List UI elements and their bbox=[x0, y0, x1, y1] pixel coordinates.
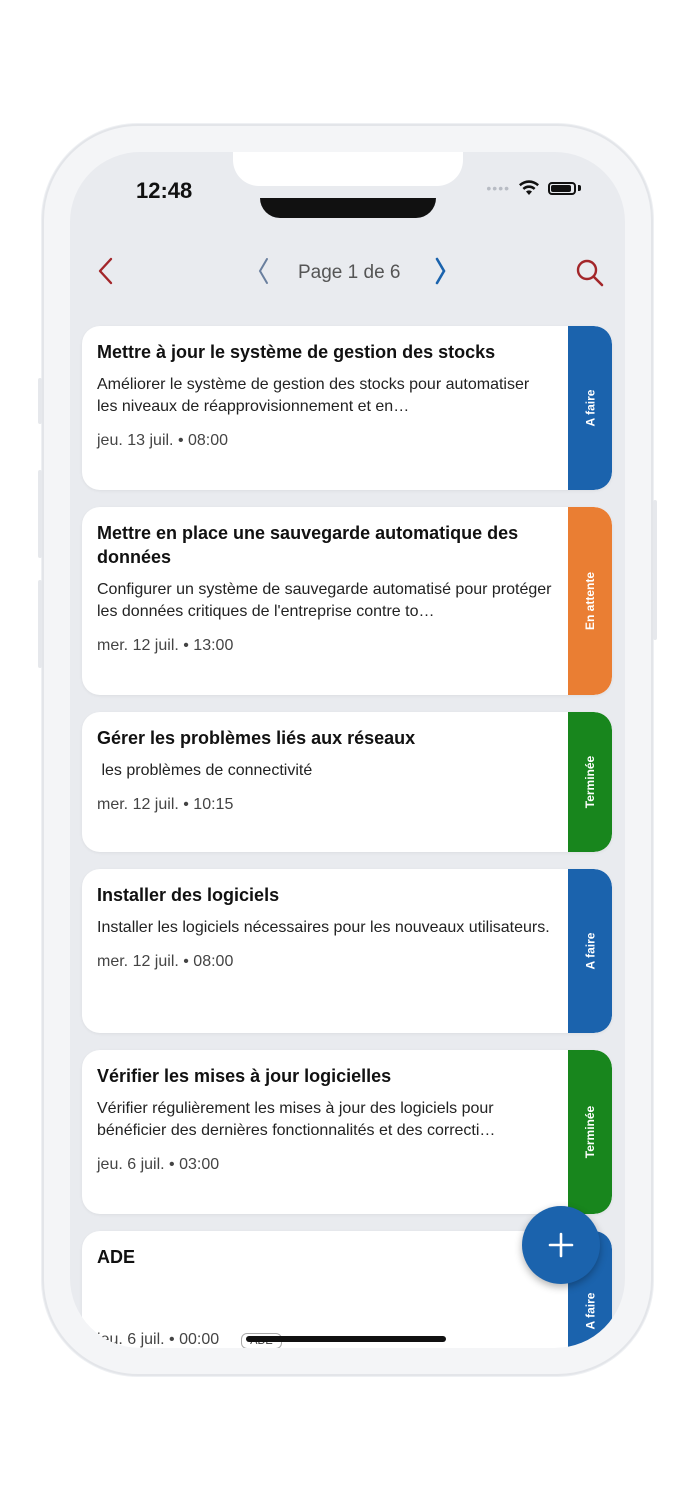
app-screen bbox=[70, 152, 625, 1348]
task-card[interactable] bbox=[82, 507, 612, 695]
status-label: En attente bbox=[583, 571, 598, 631]
task-description: les problèmes de connectivité bbox=[97, 762, 313, 779]
task-title: Mettre à jour le système de gestion des stocks bbox=[97, 342, 496, 362]
top-nav bbox=[70, 250, 625, 298]
task-card[interactable] bbox=[82, 1050, 612, 1214]
task-description: Vérifier régulièrement les mises à jour des logiciels pour bénéficier des dernières fonctionnalités et des correcti… bbox=[97, 1100, 496, 1139]
status-time: 12:48 bbox=[136, 178, 193, 203]
status-indicators bbox=[486, 180, 581, 196]
task-title: Vérifier les mises à jour logicielles bbox=[97, 1066, 392, 1086]
phone-power-button bbox=[653, 500, 657, 640]
task-list bbox=[82, 326, 612, 1348]
status-badge bbox=[568, 326, 612, 490]
status-label: A faire bbox=[583, 389, 597, 427]
signal-dots-icon: •••• bbox=[486, 180, 510, 196]
task-date: jeu. 13 juil. • 08:00 bbox=[97, 432, 229, 449]
task-date: mer. 12 juil. • 13:00 bbox=[97, 637, 234, 654]
phone-side-button bbox=[38, 580, 42, 668]
task-description: Installer les logiciels nécessaires pour les nouveaux utilisateurs. bbox=[97, 919, 550, 936]
previous-page-icon[interactable] bbox=[256, 256, 270, 294]
back-chevron-icon[interactable] bbox=[96, 256, 116, 294]
status-label: Terminée bbox=[583, 1105, 597, 1159]
status-label: A faire bbox=[583, 932, 597, 970]
search-icon[interactable] bbox=[575, 258, 605, 288]
page-indicator: Page 1 de 6 bbox=[298, 262, 401, 283]
task-card[interactable] bbox=[82, 712, 612, 852]
status-label: Terminée bbox=[583, 755, 597, 809]
plus-icon bbox=[548, 1232, 574, 1258]
task-date-text: jeu. 6 juil. • 00:00 bbox=[97, 1331, 220, 1348]
task-title: Mettre en place une sauvegarde automatique des données bbox=[97, 523, 519, 567]
task-description: Améliorer le système de gestion des stocks pour automatiser les niveaux de réapprovisionnement et en… bbox=[97, 376, 530, 415]
dynamic-island bbox=[260, 198, 436, 218]
task-date: mer. 12 juil. • 08:00 bbox=[97, 953, 234, 970]
task-description bbox=[97, 1279, 552, 1317]
status-badge bbox=[568, 1050, 612, 1214]
next-page-icon[interactable] bbox=[434, 256, 448, 294]
status-label: A faire bbox=[583, 1292, 597, 1330]
notch-area bbox=[233, 152, 463, 186]
home-indicator[interactable] bbox=[246, 1336, 446, 1342]
task-title: Gérer les problèmes liés aux réseaux bbox=[97, 728, 416, 748]
status-badge bbox=[568, 869, 612, 1033]
task-card[interactable] bbox=[82, 869, 612, 1033]
phone-side-button bbox=[38, 470, 42, 558]
task-date: mer. 12 juil. • 10:15 bbox=[97, 796, 234, 813]
status-badge bbox=[568, 507, 612, 695]
phone-side-button bbox=[38, 378, 42, 424]
task-title: Installer des logiciels bbox=[97, 885, 280, 905]
task-date: jeu. 6 juil. • 03:00 bbox=[97, 1156, 220, 1173]
wifi-icon bbox=[518, 180, 540, 196]
task-description: Configurer un système de sauvegarde automatisé pour protéger les données critiques de l'entreprise contre to… bbox=[97, 581, 552, 620]
battery-cap bbox=[578, 185, 581, 191]
task-card[interactable] bbox=[82, 326, 612, 490]
status-badge bbox=[568, 712, 612, 852]
battery-icon bbox=[548, 182, 576, 195]
task-title: ADE bbox=[97, 1247, 136, 1267]
add-task-button[interactable] bbox=[522, 1206, 600, 1284]
